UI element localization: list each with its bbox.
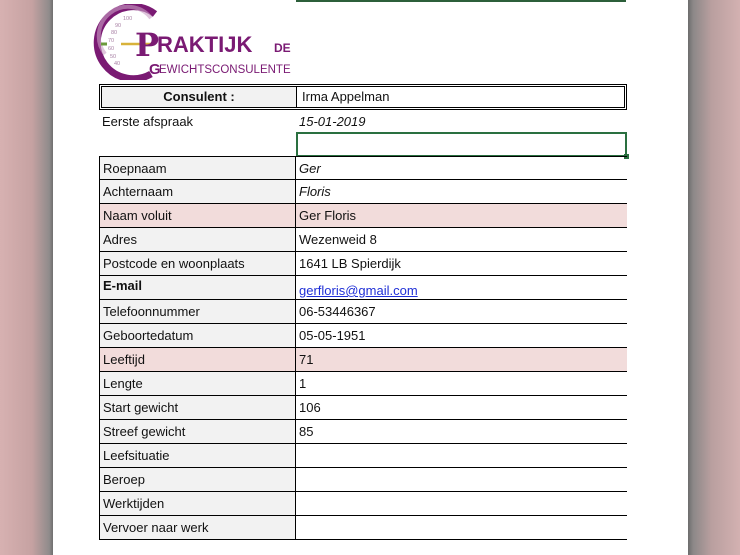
logo-title-suffix: DE [274,41,291,55]
logo-scale-90: 90 [115,23,122,29]
logo-title-letter: P [135,26,160,64]
field-label: Postcode en woonplaats [99,252,296,276]
table-row[interactable] [99,324,627,348]
logo-scale-80: 80 [111,30,118,36]
field-label: Adres [99,228,296,252]
field-label: Leeftijd [99,348,296,372]
table-row[interactable] [99,396,627,420]
field-value[interactable]: Ger Floris [296,204,627,228]
table-row[interactable] [99,276,627,300]
field-label: Start gewicht [99,396,296,420]
praktijk-logo [93,4,303,80]
table-row[interactable] [99,516,627,540]
table-row[interactable] [99,204,627,228]
field-value[interactable]: 1641 LB Spierdijk [296,252,627,276]
consultant-header-row[interactable] [99,84,627,110]
spreadsheet-page[interactable] [53,0,688,555]
field-value[interactable]: Wezenweid 8 [296,228,627,252]
consultant-label: Consulent : [102,87,297,107]
consultant-value[interactable]: Irma Appelman [302,89,390,104]
field-value[interactable] [296,468,627,492]
field-value[interactable]: 71 [296,348,627,372]
logo-scale-40: 40 [114,61,121,67]
logo-subtitle: EWICHTSCONSULENTE [159,64,291,76]
logo-scale-60: 60 [108,46,115,52]
field-value[interactable]: 06-53446367 [296,300,627,324]
first-appointment-row[interactable] [99,110,627,134]
table-row[interactable] [99,420,627,444]
first-appointment-label: Eerste afspraak [102,114,194,129]
logo-scale-100: 100 [123,16,133,22]
field-label: Werktijden [99,492,296,516]
field-label: Streef gewicht [99,420,296,444]
table-row[interactable] [99,348,627,372]
field-label: Naam voluit [99,204,296,228]
field-value[interactable]: 05-05-1951 [296,324,627,348]
field-value[interactable] [296,444,627,468]
logo-scale-50: 50 [110,54,117,60]
table-row[interactable] [99,180,627,204]
selected-cell[interactable] [296,132,627,157]
field-value[interactable]: 106 [296,396,627,420]
empty-row-label [99,134,296,158]
window-background-right [688,0,740,555]
logo-subtitle-letter: G [149,61,161,78]
logo-title: RAKTIJK [157,32,253,57]
email-link[interactable]: gerfloris@gmail.com [299,283,418,298]
field-label: Beroep [99,468,296,492]
field-value[interactable] [296,276,627,300]
table-row[interactable] [99,300,627,324]
field-label: Geboortedatum [99,324,296,348]
field-value[interactable]: Floris [296,180,627,204]
table-row[interactable] [99,156,627,180]
table-row[interactable] [99,492,627,516]
field-label: Roepnaam [99,156,296,180]
table-row[interactable] [99,228,627,252]
field-value[interactable]: 85 [296,420,627,444]
field-value[interactable] [296,516,627,540]
table-row[interactable] [99,468,627,492]
table-row[interactable] [99,372,627,396]
field-value[interactable]: 1 [296,372,627,396]
table-row[interactable] [99,252,627,276]
field-value[interactable] [296,492,627,516]
field-value[interactable]: Ger [296,156,627,180]
table-row[interactable] [99,444,627,468]
window-background-left [0,0,53,555]
field-label: Telefoonnummer [99,300,296,324]
field-label: Vervoer naar werk [99,516,296,540]
field-label: Lengte [99,372,296,396]
cell-border-top [296,0,626,2]
field-label: Achternaam [99,180,296,204]
logo-scale-70: 70 [108,38,115,44]
field-label: Leefsituatie [99,444,296,468]
first-appointment-value[interactable]: 15-01-2019 [299,114,366,129]
field-label: E-mail [99,276,296,300]
